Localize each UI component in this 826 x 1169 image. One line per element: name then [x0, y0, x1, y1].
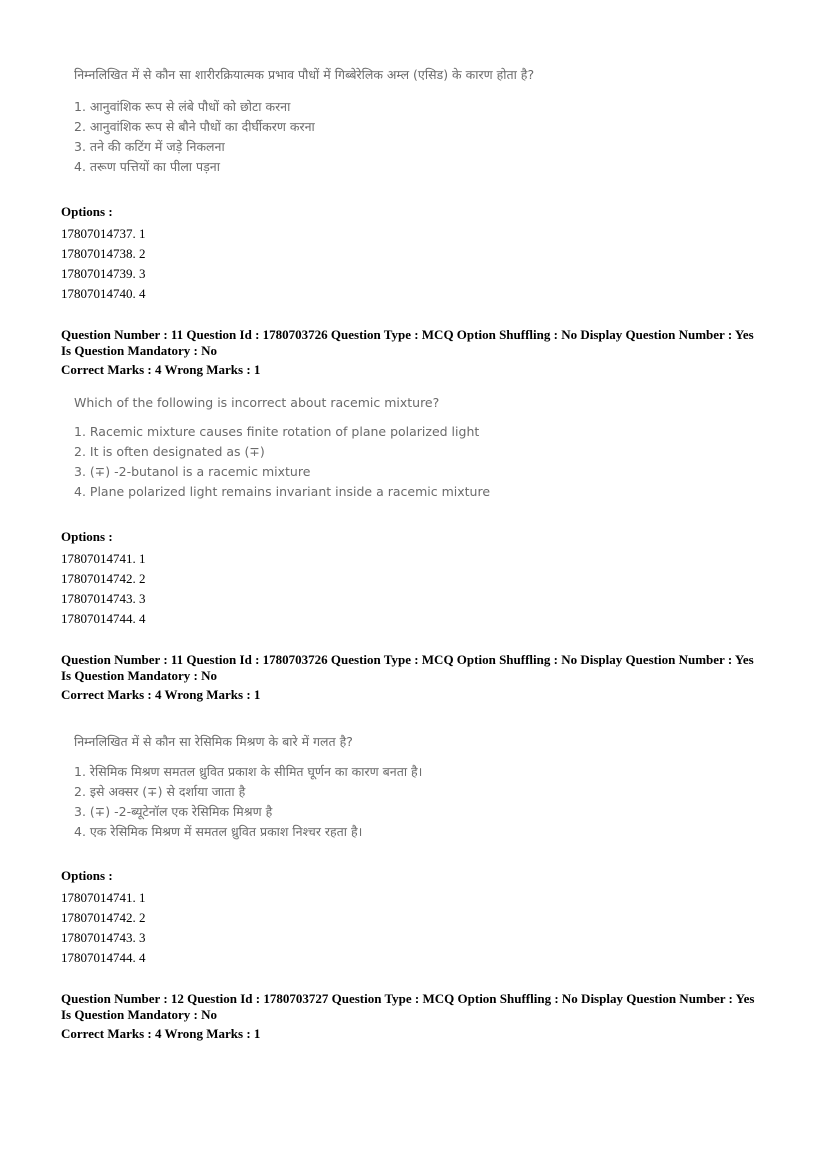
question-meta — [61, 327, 781, 378]
choice-item: 4. Plane polarized light remains invariant inside a racemic mixture — [74, 484, 491, 499]
question-marks: Correct Marks : 4 Wrong Marks : 1 — [61, 362, 261, 377]
question-image-hindi-gibberellic — [74, 66, 534, 177]
question-meta — [61, 991, 781, 1042]
question-text: Which of the following is incorrect about racemic mixture? — [74, 395, 440, 410]
choice-item: 1. आनुवांशिक रूप से लंबे पौधों को छोटा करना — [74, 99, 291, 114]
option-id: 17807014742. 2 — [61, 910, 146, 925]
choice-list — [74, 422, 490, 502]
choice-item: 3. (∓) -2-butanol is a racemic mixture — [74, 464, 311, 479]
question-text: निम्नलिखित में से कौन सा रेसिमिक मिश्रण के बारे में गलत है? — [74, 734, 353, 749]
choice-item: 3. तने की कटिंग में जड़े निकलना — [74, 139, 225, 154]
question-mandatory: Is Question Mandatory : No — [61, 668, 218, 683]
choice-item: 4. एक रेसिमिक मिश्रण में समतल ध्रुवित प्रकाश निश्चर रहता है। — [74, 824, 363, 839]
choice-item: 2. इसे अक्सर (∓) से दर्शाया जाता है — [74, 784, 246, 799]
question-meta-line: Question Number : 11 Question Id : 1780703726 Question Type : MCQ Option Shuffling : No Display Question Number : Yes — [61, 652, 754, 667]
question-mandatory: Is Question Mandatory : No — [61, 1007, 218, 1022]
choice-list — [74, 97, 534, 177]
options-section — [61, 868, 146, 968]
choice-item: 2. आनुवांशिक रूप से बौने पौधों का दीर्घीकरण करना — [74, 119, 315, 134]
choice-item: 4. तरूण पत्तियों का पीला पड़ना — [74, 159, 220, 174]
options-section — [61, 204, 146, 304]
options-label: Options : — [61, 204, 113, 219]
question-marks: Correct Marks : 4 Wrong Marks : 1 — [61, 687, 261, 702]
question-meta-line: Question Number : 12 Question Id : 1780703727 Question Type : MCQ Option Shuffling : No Display Question Number : Yes — [61, 991, 755, 1006]
choice-item: 1. रेसिमिक मिश्रण समतल ध्रुवित प्रकाश के सीमित घूर्णन का कारण बनता है। — [74, 764, 423, 779]
option-id: 17807014741. 1 — [61, 551, 146, 566]
question-meta-line: Question Number : 11 Question Id : 1780703726 Question Type : MCQ Option Shuffling : No Display Question Number : Yes — [61, 327, 754, 342]
question-marks: Correct Marks : 4 Wrong Marks : 1 — [61, 1026, 261, 1041]
option-id: 17807014740. 4 — [61, 286, 146, 301]
options-label: Options : — [61, 868, 113, 883]
option-id: 17807014744. 4 — [61, 950, 146, 965]
option-id: 17807014744. 4 — [61, 611, 146, 626]
question-image-racemic-hindi — [74, 733, 422, 842]
question-image-racemic-english — [74, 395, 490, 502]
option-id: 17807014739. 3 — [61, 266, 146, 281]
choice-list — [74, 762, 422, 842]
question-meta — [61, 652, 781, 703]
option-id: 17807014737. 1 — [61, 226, 146, 241]
option-id: 17807014742. 2 — [61, 571, 146, 586]
option-id: 17807014738. 2 — [61, 246, 146, 261]
choice-item: 2. It is often designated as (∓) — [74, 444, 265, 459]
option-id: 17807014743. 3 — [61, 591, 146, 606]
options-section — [61, 529, 146, 629]
choice-item: 1. Racemic mixture causes finite rotation of plane polarized light — [74, 424, 480, 439]
question-text: निम्नलिखित में से कौन सा शारीरक्रियात्मक प्रभाव पौधों में गिब्बेरेलिक अम्ल (एसिड) के कारण होता है? — [74, 67, 535, 82]
option-id: 17807014743. 3 — [61, 930, 146, 945]
choice-item: 3. (∓) -2-ब्यूटेनॉल एक रेसिमिक मिश्रण है — [74, 804, 273, 819]
question-mandatory: Is Question Mandatory : No — [61, 343, 218, 358]
options-label: Options : — [61, 529, 113, 544]
option-id: 17807014741. 1 — [61, 890, 146, 905]
